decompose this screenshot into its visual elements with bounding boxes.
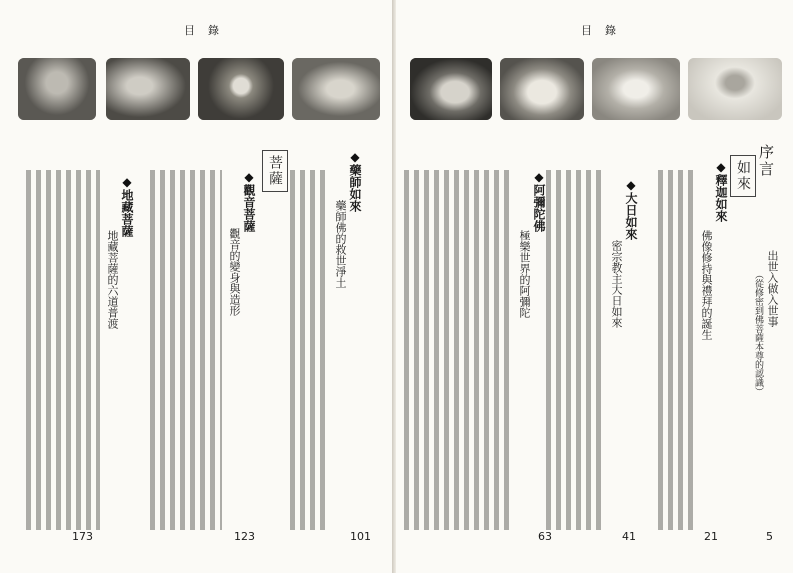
entry-subtitle-jizo: 地藏菩薩的六道普渡 [106,230,119,329]
entry-body-kannon [150,170,222,530]
section-tathagata-label: 如來 [730,155,756,197]
photo-buddha-2 [500,58,584,120]
intro-subtitle: （從修密到佛菩薩本尊的認識） [753,270,763,396]
entry-subtitle-kannon: 觀音的變身與造形 [228,228,241,316]
entry-subtitle-shaka: 佛像修持與禮拜的誕生 [700,230,713,340]
entry-body-dainichi [546,170,606,530]
entry-title-jizo[interactable]: ◆地藏菩薩 [120,175,134,237]
photo-bodhisattva-1 [18,58,96,120]
entry-title-amida[interactable]: ◆阿彌陀佛 [532,170,546,232]
entry-body-jizo [26,170,100,530]
entry-title-kannon[interactable]: ◆觀音菩薩 [242,170,256,232]
intro-title[interactable]: 出世入做入世事 [766,250,779,327]
left-page [0,0,393,573]
page-number-jizo: 173 [72,530,93,543]
preface-label: 序言 [757,144,775,178]
section-bodhisattva-label: 菩薩 [262,150,288,192]
photo-buddha-1 [410,58,492,120]
page-number-yakushi: 101 [350,530,371,543]
entry-title-shaka[interactable]: ◆釋迦如來 [714,160,728,222]
right-page [396,0,793,573]
entry-body-yakushi [290,170,330,530]
entry-subtitle-dainichi: 密宗教主大日如來 [610,240,623,328]
photo-bodhisattva-3 [198,58,284,120]
page-number-kannon: 123 [234,530,255,543]
entry-title-dainichi[interactable]: ◆大日如來 [624,178,638,240]
photo-bodhisattva-4 [292,58,380,120]
entry-subtitle-yakushi: 藥師佛的救世淨土 [334,200,347,288]
page-number-dainichi: 41 [622,530,636,543]
page-number-shaka: 21 [704,530,718,543]
photo-buddha-4 [688,58,782,120]
left-header: 目 錄 [184,24,220,37]
right-header: 目 錄 [581,24,617,37]
entry-subtitle-amida: 極樂世界的阿彌陀 [518,230,531,318]
photo-buddha-3 [592,58,680,120]
page-number-amida: 63 [538,530,552,543]
entry-body-amida [404,170,512,530]
entry-body-shaka [658,170,696,530]
page-number-intro: 5 [766,530,773,543]
entry-title-yakushi[interactable]: ◆藥師如來 [348,150,362,212]
photo-bodhisattva-2 [106,58,190,120]
